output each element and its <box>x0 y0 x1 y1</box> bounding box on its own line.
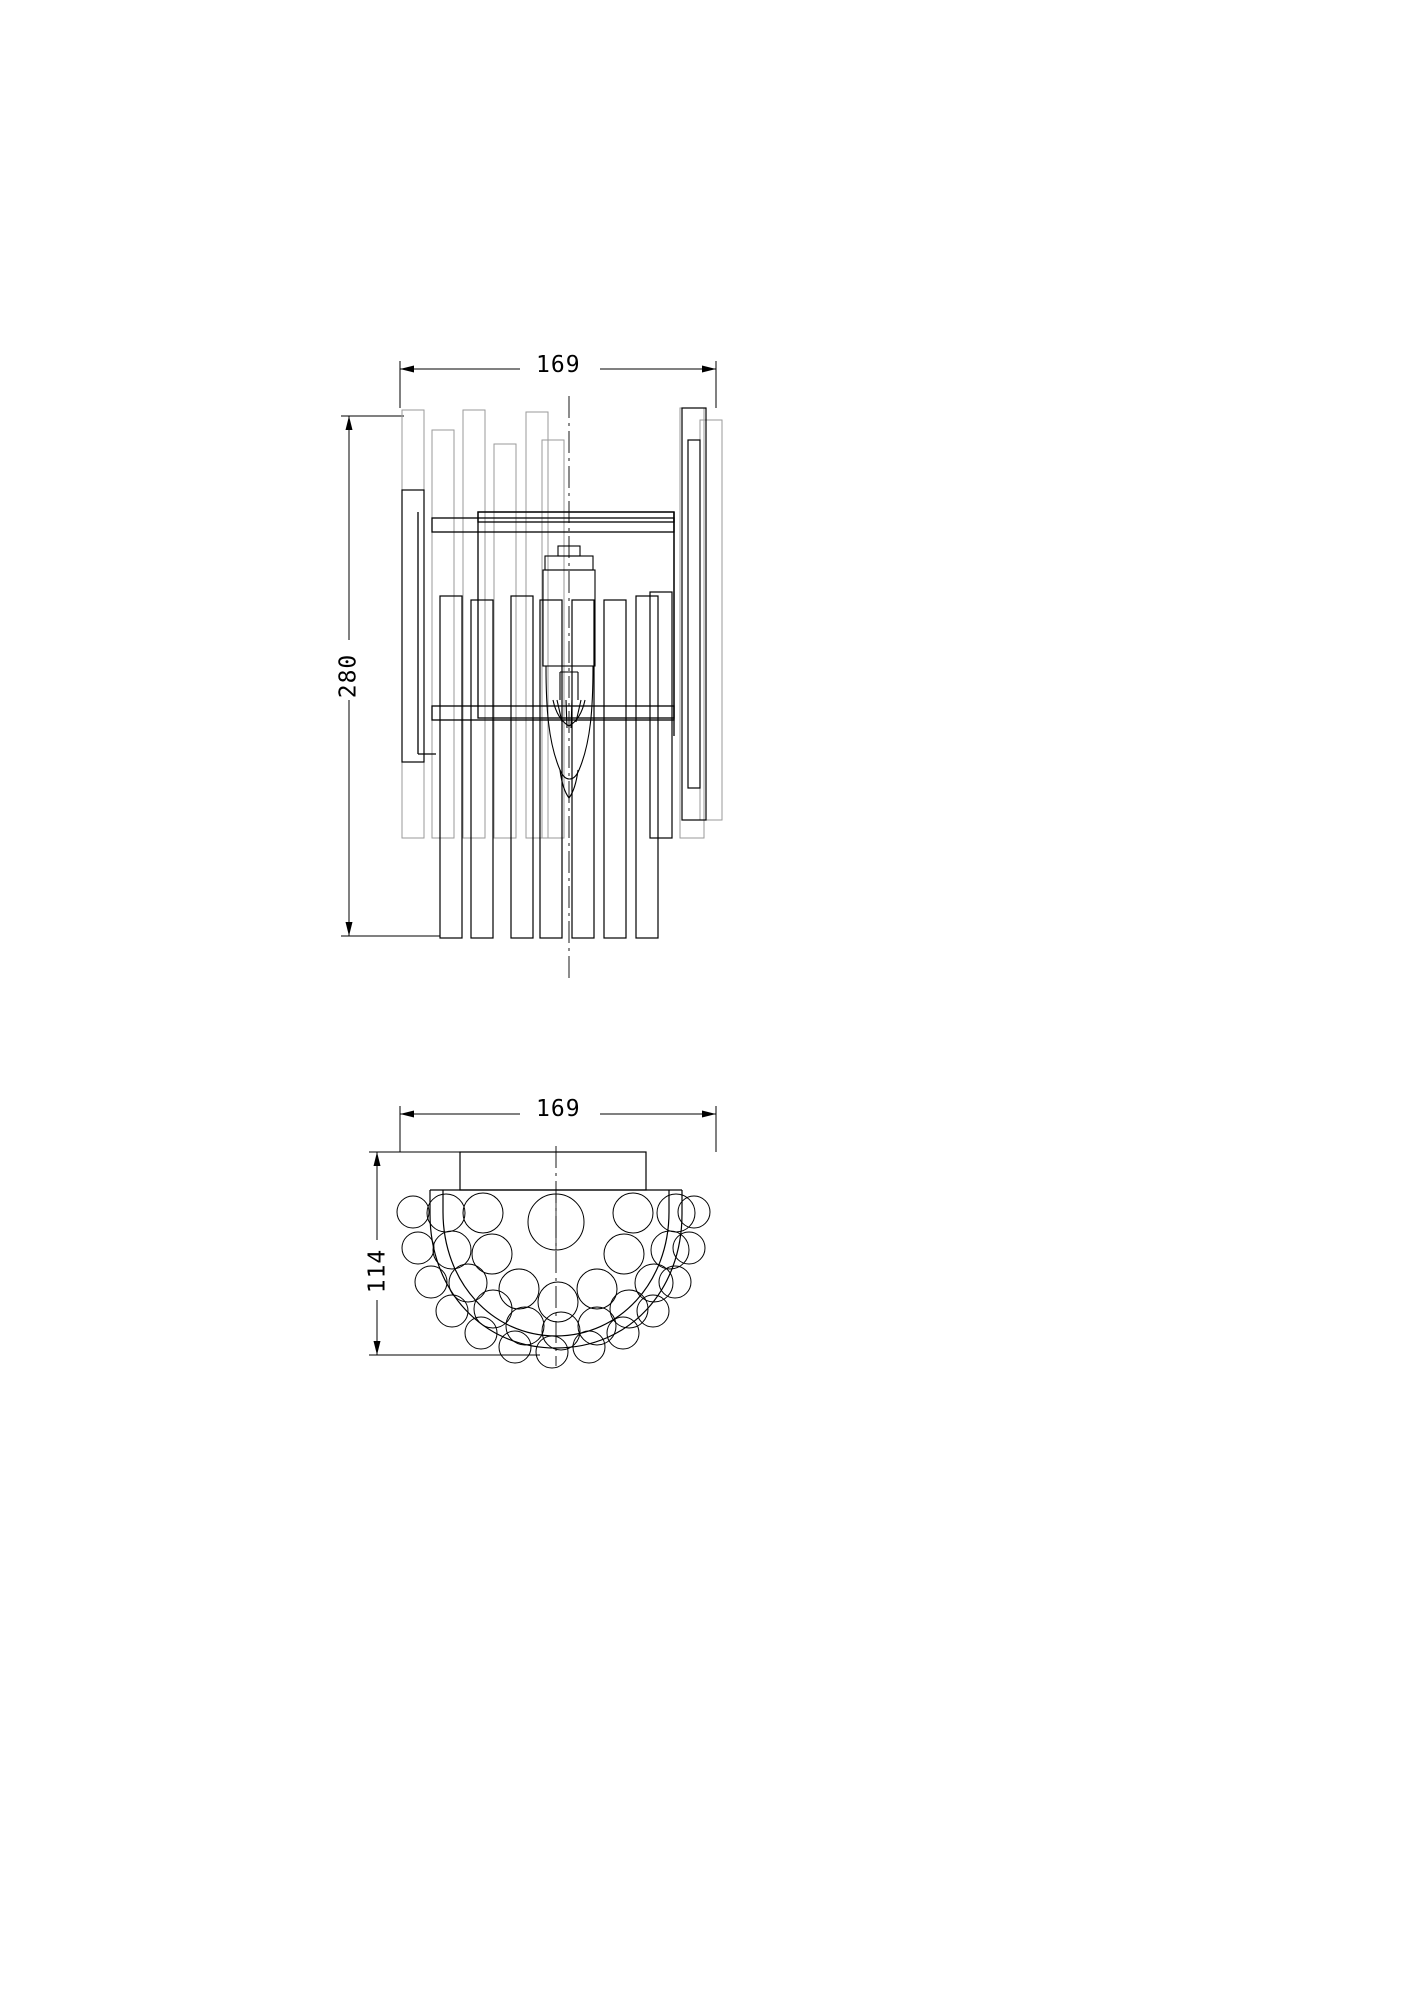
front-width-dimension-label: 169 <box>536 352 581 378</box>
plan-depth-dimension-label: 114 <box>364 1248 391 1294</box>
front-height-dimension-label: 280 <box>335 653 362 699</box>
front-view-front-rods <box>402 408 706 938</box>
plan-view-crystal-circles <box>397 1193 710 1368</box>
plan-width-dimension-label: 169 <box>536 1096 581 1122</box>
front-view-dimension-lines <box>341 361 716 936</box>
